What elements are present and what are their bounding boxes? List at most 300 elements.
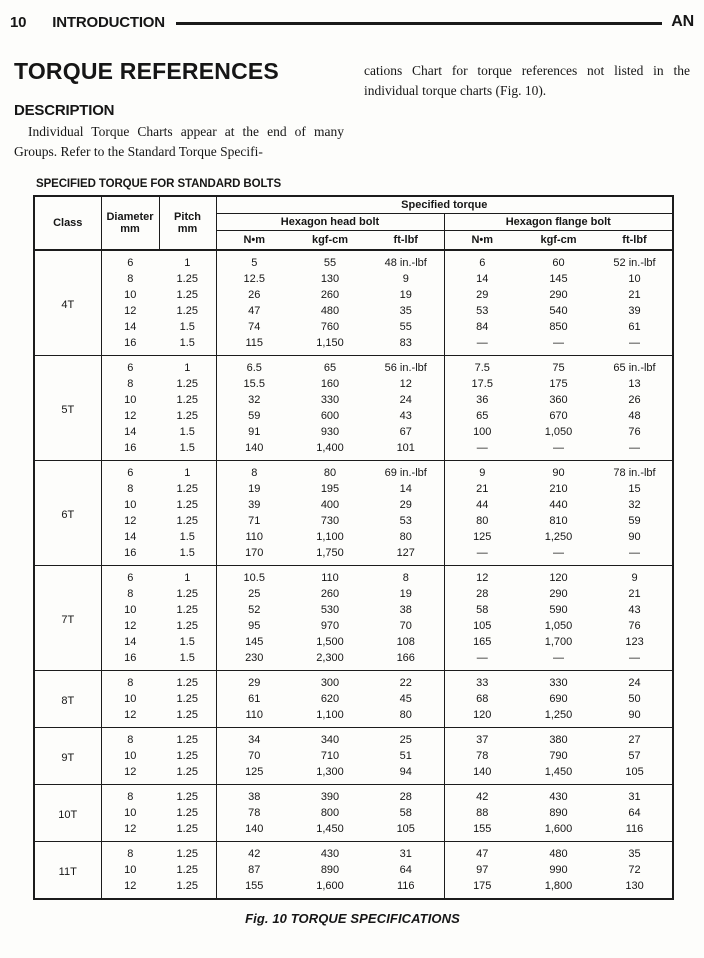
value-cell: 1.5 [159,424,216,440]
value-cell: 26 [248,289,261,301]
value-cell: 35 [628,848,641,860]
value-cell: 1.5 [159,650,216,671]
value-cell: 84 [476,321,489,333]
value-cell: — [476,652,488,664]
value-cell: 24 [368,392,444,408]
unit-header-kgfcm-head: kgf-cm [311,233,349,246]
value-cell: 87 [248,864,261,876]
value-cell: 1 [159,461,216,482]
value-cell: 57 [628,750,641,762]
unit-header-ftlbf-flange: ft-lbf [622,233,647,246]
table-row [34,356,673,377]
value-cell: 690 [549,693,568,705]
value-cell: 58 [368,805,444,821]
value-cell: 12 [124,305,137,317]
value-cell: 6 [127,572,134,584]
value-cell: 145 [549,273,568,285]
value-cell: 12 [124,823,137,835]
value-cell: 175 [473,880,492,892]
left-column [14,58,344,163]
value-cell: 48 in.-lbf [368,250,444,271]
value-cell: 480 [320,305,340,317]
value-cell: 25 [248,588,261,600]
table-row [34,376,673,392]
value-cell: 116 [625,823,644,835]
table-row [34,634,673,650]
value-cell: 1.25 [159,602,216,618]
value-cell: 10 [124,750,137,762]
value-cell: 80 [476,515,489,527]
value-cell: 670 [549,410,568,422]
value-cell: 8 [127,483,134,495]
value-cell: 88 [476,807,489,819]
value-cell: 600 [320,410,340,422]
value-cell: 8 [127,273,134,285]
value-cell: 6 [127,257,134,269]
value-cell: 31 [628,791,641,803]
value-cell: 127 [368,545,444,566]
value-cell: 1.25 [159,862,216,878]
value-cell: 10 [124,394,137,406]
value-cell: — [553,442,564,454]
table-row [34,481,673,497]
value-cell: 55 [323,257,337,269]
col-header-hexagon-head-bolt: Hexagon head bolt [216,213,444,230]
value-cell: 1.25 [159,497,216,513]
value-cell: 440 [549,499,568,511]
value-cell: — [553,547,564,559]
section-title: INTRODUCTION [52,13,165,31]
value-cell: 120 [549,572,568,584]
value-cell: 1.25 [159,821,216,842]
value-cell: 790 [549,750,568,762]
value-cell: 130 [320,273,340,285]
value-cell: 1.25 [159,842,216,863]
table-row [34,408,673,424]
value-cell: 56 in.-lbf [368,356,444,377]
value-cell: 29 [476,289,489,301]
value-cell: 13 [628,378,641,390]
value-cell: 1,050 [544,620,573,632]
value-cell: 6 [127,467,134,479]
value-cell: 1.25 [159,707,216,728]
value-cell: 12 [124,620,137,632]
value-cell: 1.25 [159,408,216,424]
value-cell: 1,050 [544,426,573,438]
col-header-class: Class [34,196,101,251]
value-cell: 52 in.-lbf [613,257,656,269]
value-cell: 12 [476,572,489,584]
value-cell: 10 [124,693,137,705]
table-row [34,748,673,764]
table-row [34,764,673,785]
value-cell: — [553,652,564,664]
value-cell: 12 [124,410,137,422]
value-cell: 45 [368,691,444,707]
value-cell: 1.25 [159,691,216,707]
unit-header-nm-head: N•m [243,233,266,246]
value-cell: 21 [476,483,489,495]
value-cell: 1,100 [316,531,344,543]
intro-columns [0,58,704,163]
value-cell: 1,600 [544,823,573,835]
value-cell: — [476,337,488,349]
class-group-4T [34,250,673,356]
value-cell: 116 [368,878,444,899]
value-cell: 1.25 [159,303,216,319]
value-cell: — [629,547,641,559]
value-cell: 16 [124,337,137,349]
value-cell: 32 [248,394,261,406]
right-column [364,58,690,163]
value-cell: 170 [245,547,264,559]
value-cell: 890 [549,807,568,819]
value-cell: 400 [320,499,340,511]
value-cell: 80 [368,707,444,728]
value-cell: 1,100 [316,709,344,721]
col-header-hexagon-flange-bolt: Hexagon flange bolt [444,213,673,230]
value-cell: 37 [476,734,489,746]
value-cell: 1,250 [544,709,573,721]
value-cell: 65 in.-lbf [613,362,656,374]
value-cell: 1.25 [159,748,216,764]
value-cell: 390 [320,791,340,803]
value-cell: 1,800 [544,880,573,892]
class-group-7T [34,566,673,671]
value-cell: 43 [628,604,641,616]
value-cell: 970 [320,620,340,632]
value-cell: 61 [628,321,641,333]
value-cell: 110 [245,531,264,543]
value-cell: — [476,547,488,559]
value-cell: 78 [476,750,489,762]
value-cell: 68 [476,693,489,705]
value-cell: 710 [320,750,340,762]
table-row [34,529,673,545]
value-cell: 300 [320,677,340,689]
table-row [34,461,673,482]
value-cell: 42 [248,848,261,860]
value-cell: 430 [549,791,568,803]
value-cell: 175 [549,378,568,390]
value-cell: 480 [549,848,568,860]
page-number: 10 [10,13,27,31]
value-cell: 53 [368,513,444,529]
table-row [34,566,673,587]
value-cell: 94 [368,764,444,785]
value-cell: 260 [320,289,340,301]
value-cell: 90 [628,531,641,543]
value-cell: 760 [320,321,340,333]
header-code: AN [671,13,694,30]
table-title: SPECIFIED TORQUE FOR STANDARD BOLTS [36,177,282,190]
value-cell: 16 [124,442,137,454]
value-cell: 110 [321,572,339,584]
value-cell: 71 [248,515,261,527]
table-row [34,785,673,806]
value-cell: — [553,337,564,349]
table-row [34,691,673,707]
value-cell: 380 [549,734,568,746]
value-cell: 59 [628,515,641,527]
value-cell: 1,450 [316,823,344,835]
value-cell: 620 [320,693,340,705]
value-cell: 16 [124,547,137,559]
value-cell: 6 [479,257,486,269]
value-cell: 7.5 [474,362,490,374]
value-cell: 155 [245,880,264,892]
value-cell: 53 [476,305,489,317]
table-row [34,513,673,529]
value-cell: 108 [368,634,444,650]
value-cell: 14 [368,481,444,497]
value-cell: 21 [628,588,641,600]
value-cell: 80 [323,467,337,479]
value-cell: 12 [368,376,444,392]
value-cell: 14 [124,531,137,543]
value-cell: 1 [159,356,216,377]
value-cell: 105 [368,821,444,842]
value-cell: 29 [248,677,261,689]
value-cell: 12 [124,515,137,527]
value-cell: 1.25 [159,271,216,287]
value-cell: 38 [248,791,261,803]
table-row [34,303,673,319]
value-cell: 1.25 [159,618,216,634]
value-cell: 8 [251,467,258,479]
col-header-specified-torque: Specified torque [216,196,673,214]
value-cell: 8 [127,791,134,803]
value-cell: 27 [628,734,641,746]
value-cell: 24 [628,677,641,689]
value-cell: 17.5 [471,378,493,390]
article-title: TORQUE REFERENCES [14,58,279,84]
value-cell: 25 [368,728,444,749]
unit-header-kgfcm-flange: kgf-cm [540,233,577,246]
value-cell: 14 [124,426,137,438]
value-cell: 47 [476,848,489,860]
value-cell: 105 [473,620,492,632]
value-cell: 14 [124,321,137,333]
value-cell: 2,300 [316,652,344,664]
value-cell: 21 [628,289,641,301]
value-cell: 78 [248,807,261,819]
value-cell: 14 [124,636,137,648]
value-cell: 14 [476,273,489,285]
table-row [34,728,673,749]
value-cell: 74 [248,321,261,333]
table-row [34,862,673,878]
value-cell: 890 [320,864,340,876]
value-cell: 39 [248,499,261,511]
value-cell: 72 [628,864,641,876]
value-cell: 65 [323,362,337,374]
table-row [34,545,673,566]
value-cell: 64 [368,862,444,878]
value-cell: 1 [159,566,216,587]
description-paragraph-right: cations Chart for torque references not listed in the individual torque charts (Fig. 10). [363,63,690,99]
value-cell: 47 [248,305,261,317]
value-cell: 230 [245,652,264,664]
value-cell: 58 [476,604,489,616]
value-cell: 1.25 [159,586,216,602]
value-cell: 8 [127,734,134,746]
value-cell: — [629,337,641,349]
value-cell: 67 [368,424,444,440]
description-paragraph-left: Individual Torque Charts appear at the end of many Groups. Refer to the Standard Torque Specifi- [14,124,344,160]
table-row [34,650,673,671]
value-cell: 9 [368,271,444,287]
value-cell: 78 in.-lbf [613,467,656,479]
value-cell: 1,600 [316,880,344,892]
table-header [34,196,673,251]
value-cell: 360 [549,394,568,406]
value-cell: 19 [368,287,444,303]
value-cell: 15.5 [243,378,265,390]
class-group-11T [34,842,673,900]
value-cell: 125 [245,766,264,778]
value-cell: 76 [628,620,641,632]
value-cell: 100 [473,426,492,438]
value-cell: 35 [368,303,444,319]
value-cell: 1.5 [159,634,216,650]
value-cell: — [476,442,488,454]
value-cell: 34 [248,734,261,746]
value-cell: 1.25 [159,376,216,392]
value-cell: 810 [549,515,568,527]
value-cell: 1,250 [544,531,573,543]
value-cell: 1,450 [544,766,573,778]
class-cell: 11T [34,842,101,900]
value-cell: 10 [628,273,641,285]
class-cell: 5T [34,356,101,461]
value-cell: 83 [368,335,444,356]
value-cell: 31 [368,842,444,863]
value-cell: 1.25 [159,805,216,821]
value-cell: 91 [248,426,261,438]
value-cell: 1,750 [316,547,344,559]
value-cell: 51 [368,748,444,764]
value-cell: 1 [159,250,216,271]
table-row [34,440,673,461]
value-cell: 140 [245,442,264,454]
value-cell: 101 [368,440,444,461]
value-cell: 850 [549,321,568,333]
table-row [34,671,673,692]
class-cell: 9T [34,728,101,785]
value-cell: 590 [549,604,568,616]
value-cell: 930 [320,426,340,438]
value-cell: 22 [368,671,444,692]
value-cell: 8 [127,677,134,689]
figure-caption: Fig. 10 TORQUE SPECIFICATIONS [245,911,460,926]
value-cell: 125 [473,531,492,543]
value-cell: 10.5 [243,572,265,584]
table-row [34,602,673,618]
value-cell: 1.25 [159,287,216,303]
value-cell: 1,300 [316,766,344,778]
value-cell: 5 [251,257,258,269]
table-row [34,805,673,821]
table-row [34,287,673,303]
value-cell: 430 [320,848,340,860]
value-cell: 50 [628,693,641,705]
value-cell: 52 [248,604,261,616]
value-cell: 130 [625,880,644,892]
unit-header-ftlbf-head: ft-lbf [368,230,444,250]
value-cell: 61 [248,693,261,705]
table-row [34,842,673,863]
value-cell: 1.25 [159,671,216,692]
value-cell: 9 [479,467,486,479]
value-cell: 1.25 [159,392,216,408]
value-cell: 6 [127,362,134,374]
value-cell: 1.5 [159,529,216,545]
class-cell: 4T [34,250,101,356]
value-cell: 1,500 [316,636,344,648]
value-cell: 730 [320,515,340,527]
class-group-9T [34,728,673,785]
col-header-diameter: Diameter mm [101,196,159,251]
value-cell: 70 [368,618,444,634]
value-cell: 29 [368,497,444,513]
value-cell: 39 [628,305,641,317]
value-cell: 330 [549,677,568,689]
value-cell: 105 [625,766,644,778]
value-cell: 76 [628,426,641,438]
table-row [34,878,673,899]
value-cell: 12 [124,709,137,721]
table-row [34,497,673,513]
value-cell: 28 [368,785,444,806]
value-cell: 8 [127,588,134,600]
value-cell: — [629,652,641,664]
value-cell: 65 [476,410,489,422]
value-cell: 1.25 [159,764,216,785]
value-cell: 1,400 [316,442,344,454]
value-cell: 530 [320,604,340,616]
value-cell: 290 [549,289,568,301]
value-cell: 19 [248,483,261,495]
value-cell: 260 [320,588,340,600]
table-row [34,392,673,408]
value-cell: 12 [124,766,137,778]
value-cell: 26 [628,394,641,406]
value-cell: 1.5 [159,335,216,356]
value-cell: 1.5 [159,440,216,461]
table-row [34,250,673,271]
value-cell: 10 [124,499,137,511]
page-header [0,0,704,31]
value-cell: 110 [245,709,264,721]
value-cell: 12 [124,880,137,892]
value-cell: 9 [631,572,638,584]
class-cell: 8T [34,671,101,728]
value-cell: 69 in.-lbf [368,461,444,482]
value-cell: 48 [628,410,641,422]
table-row [34,707,673,728]
table-row [34,618,673,634]
value-cell: 33 [476,677,489,689]
value-cell: 8 [368,566,444,587]
value-cell: 10 [124,864,137,876]
value-cell: 80 [368,529,444,545]
value-cell: 140 [245,823,264,835]
value-cell: 12.5 [243,273,265,285]
value-cell: 32 [628,499,641,511]
value-cell: 1.5 [159,319,216,335]
description-heading: DESCRIPTION [14,102,115,119]
